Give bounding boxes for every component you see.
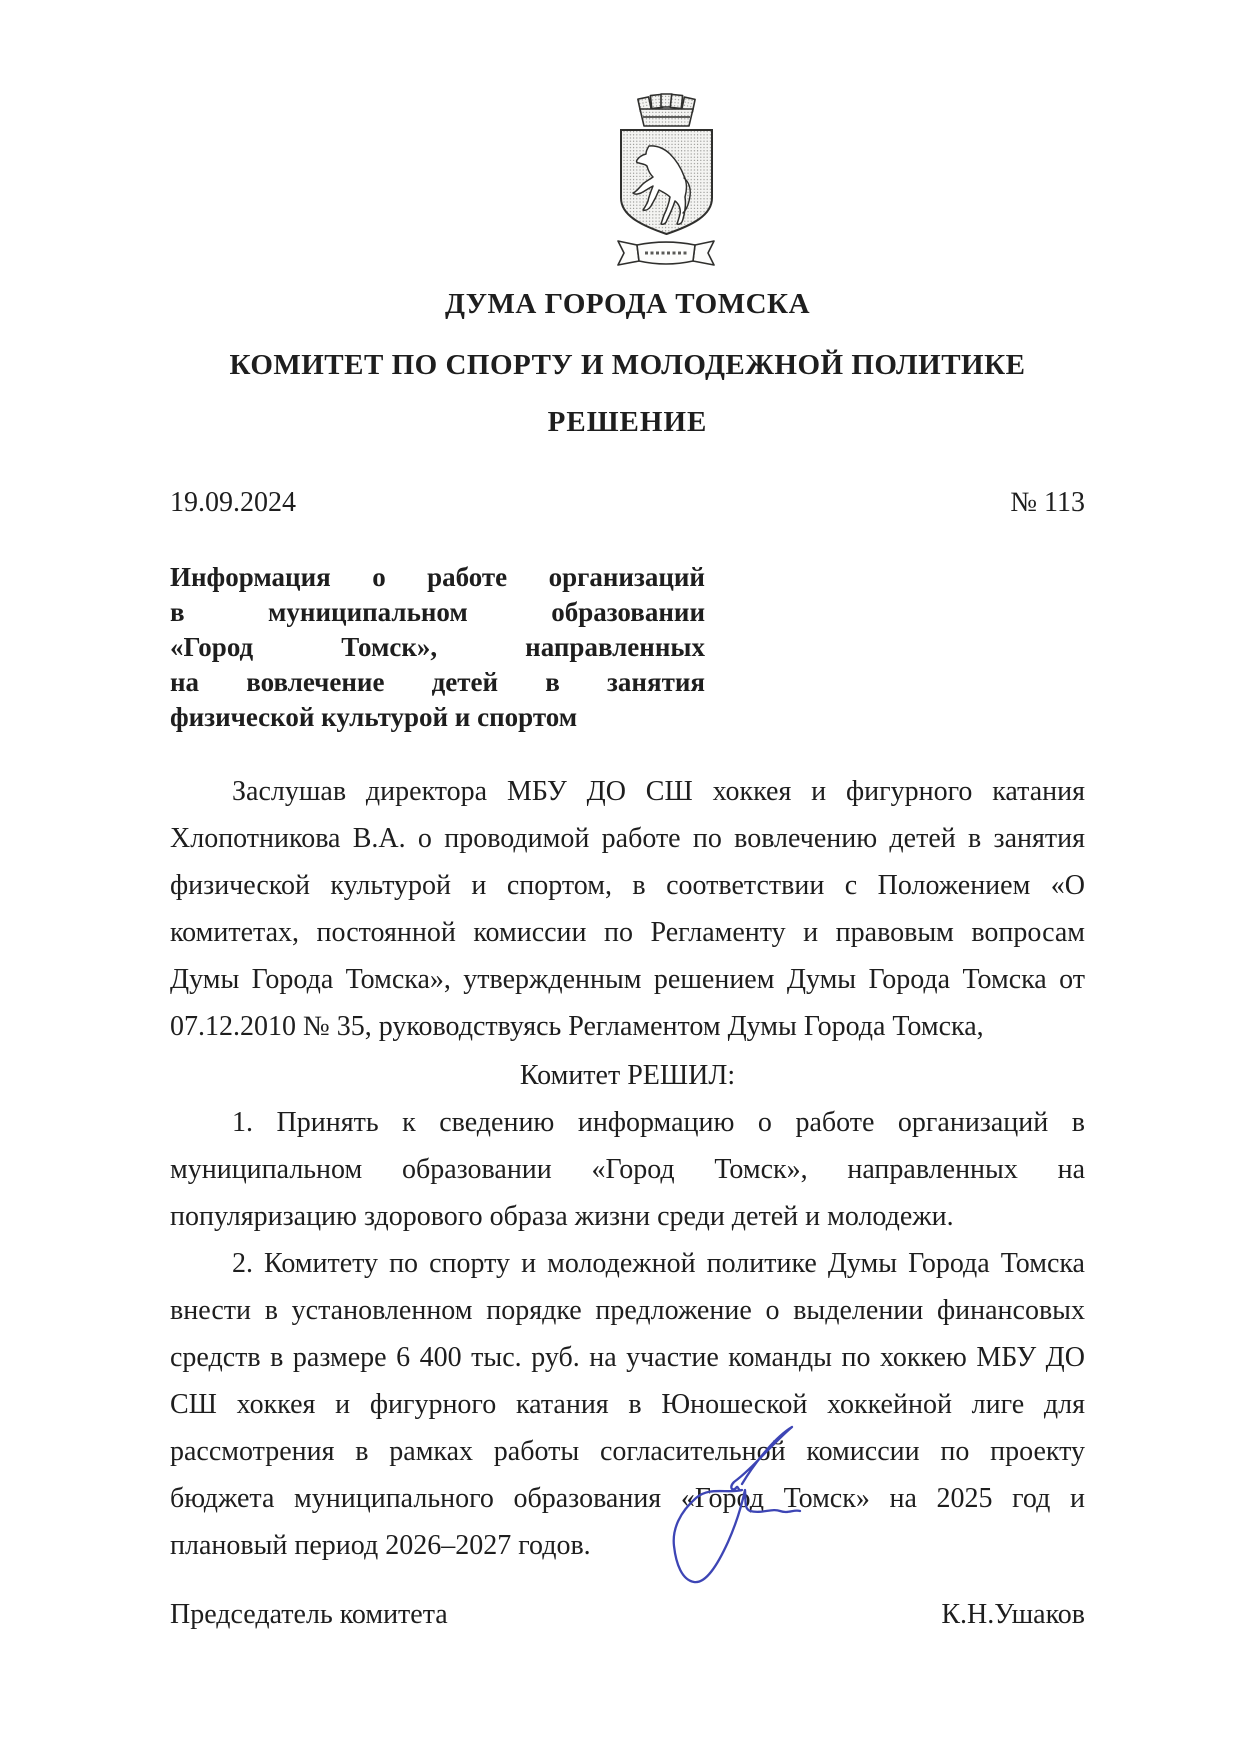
- date-number-row: [170, 485, 1085, 520]
- resolution-item-2: 2. Комитету по спорту и молодежной политике Думы Города Томска внести в установленном порядке предложение о выделении финансовых средств в размере 6 400 тыс. руб. на участие команды по хоккею МБУ ДО СШ хоккея и фигурного катания в Юношеской хоккейной лиге для рассмотрения в рамках работы согласительной комиссии по проекту бюджета муниципального образования «Город Томск» на 2025 год и плановый период 2026–2027 годов.: [170, 1248, 1085, 1561]
- tomsk-coat-of-arms-icon: [591, 92, 741, 274]
- subject-line: Информация о работе организаций: [170, 562, 705, 592]
- subject-line: в муниципальном образовании: [170, 597, 705, 627]
- subject-line: «Город Томск», направленных: [170, 632, 705, 662]
- resolution-items: [170, 1099, 1085, 1569]
- signer-position: Председатель комитета: [170, 1599, 448, 1630]
- subject-line: физической культурой и спортом: [170, 702, 578, 732]
- committee-title: КОМИТЕТ ПО СПОРТУ И МОЛОДЕЖНОЙ ПОЛИТИКЕ: [229, 349, 1026, 381]
- subject-block: [170, 560, 705, 735]
- doc-number: № 113: [1010, 487, 1085, 518]
- doc-date: 19.09.2024: [170, 487, 296, 518]
- preamble-paragraph: Заслушав директора МБУ ДО СШ хоккея и фигурного катания Хлопотникова В.А. о проводимой работе по вовлечению детей в занятия физической культурой и спортом, в соответствии с Положением «О комитетах, постоянной комиссии по Регламенту и правовым вопросам Думы Города Томска», утвержденным решением Думы Города Томска от 07.12.2010 № 35, руководствуясь Регламентом Думы Города Томска,: [170, 776, 1085, 1042]
- doc-type-title: РЕШЕНИЕ: [547, 406, 708, 438]
- crown-icon: [637, 94, 694, 126]
- signature-row: [170, 1597, 1085, 1632]
- signer-name: К.Н.Ушаков: [941, 1599, 1085, 1630]
- subject-line: на вовлечение детей в занятия: [170, 667, 705, 697]
- ribbon-icon: [618, 241, 714, 265]
- resolution-item-1: 1. Принять к сведению информацию о работе организаций в муниципальном образовании «Город Томск», направленных на популяризацию здорового образа жизни среди детей и молодежи.: [170, 1107, 1085, 1232]
- organization-title: ДУМА ГОРОДА ТОМСКА: [444, 288, 811, 320]
- emblem-container: [170, 0, 1085, 274]
- resolution-heading: Комитет РЕШИЛ:: [519, 1060, 736, 1091]
